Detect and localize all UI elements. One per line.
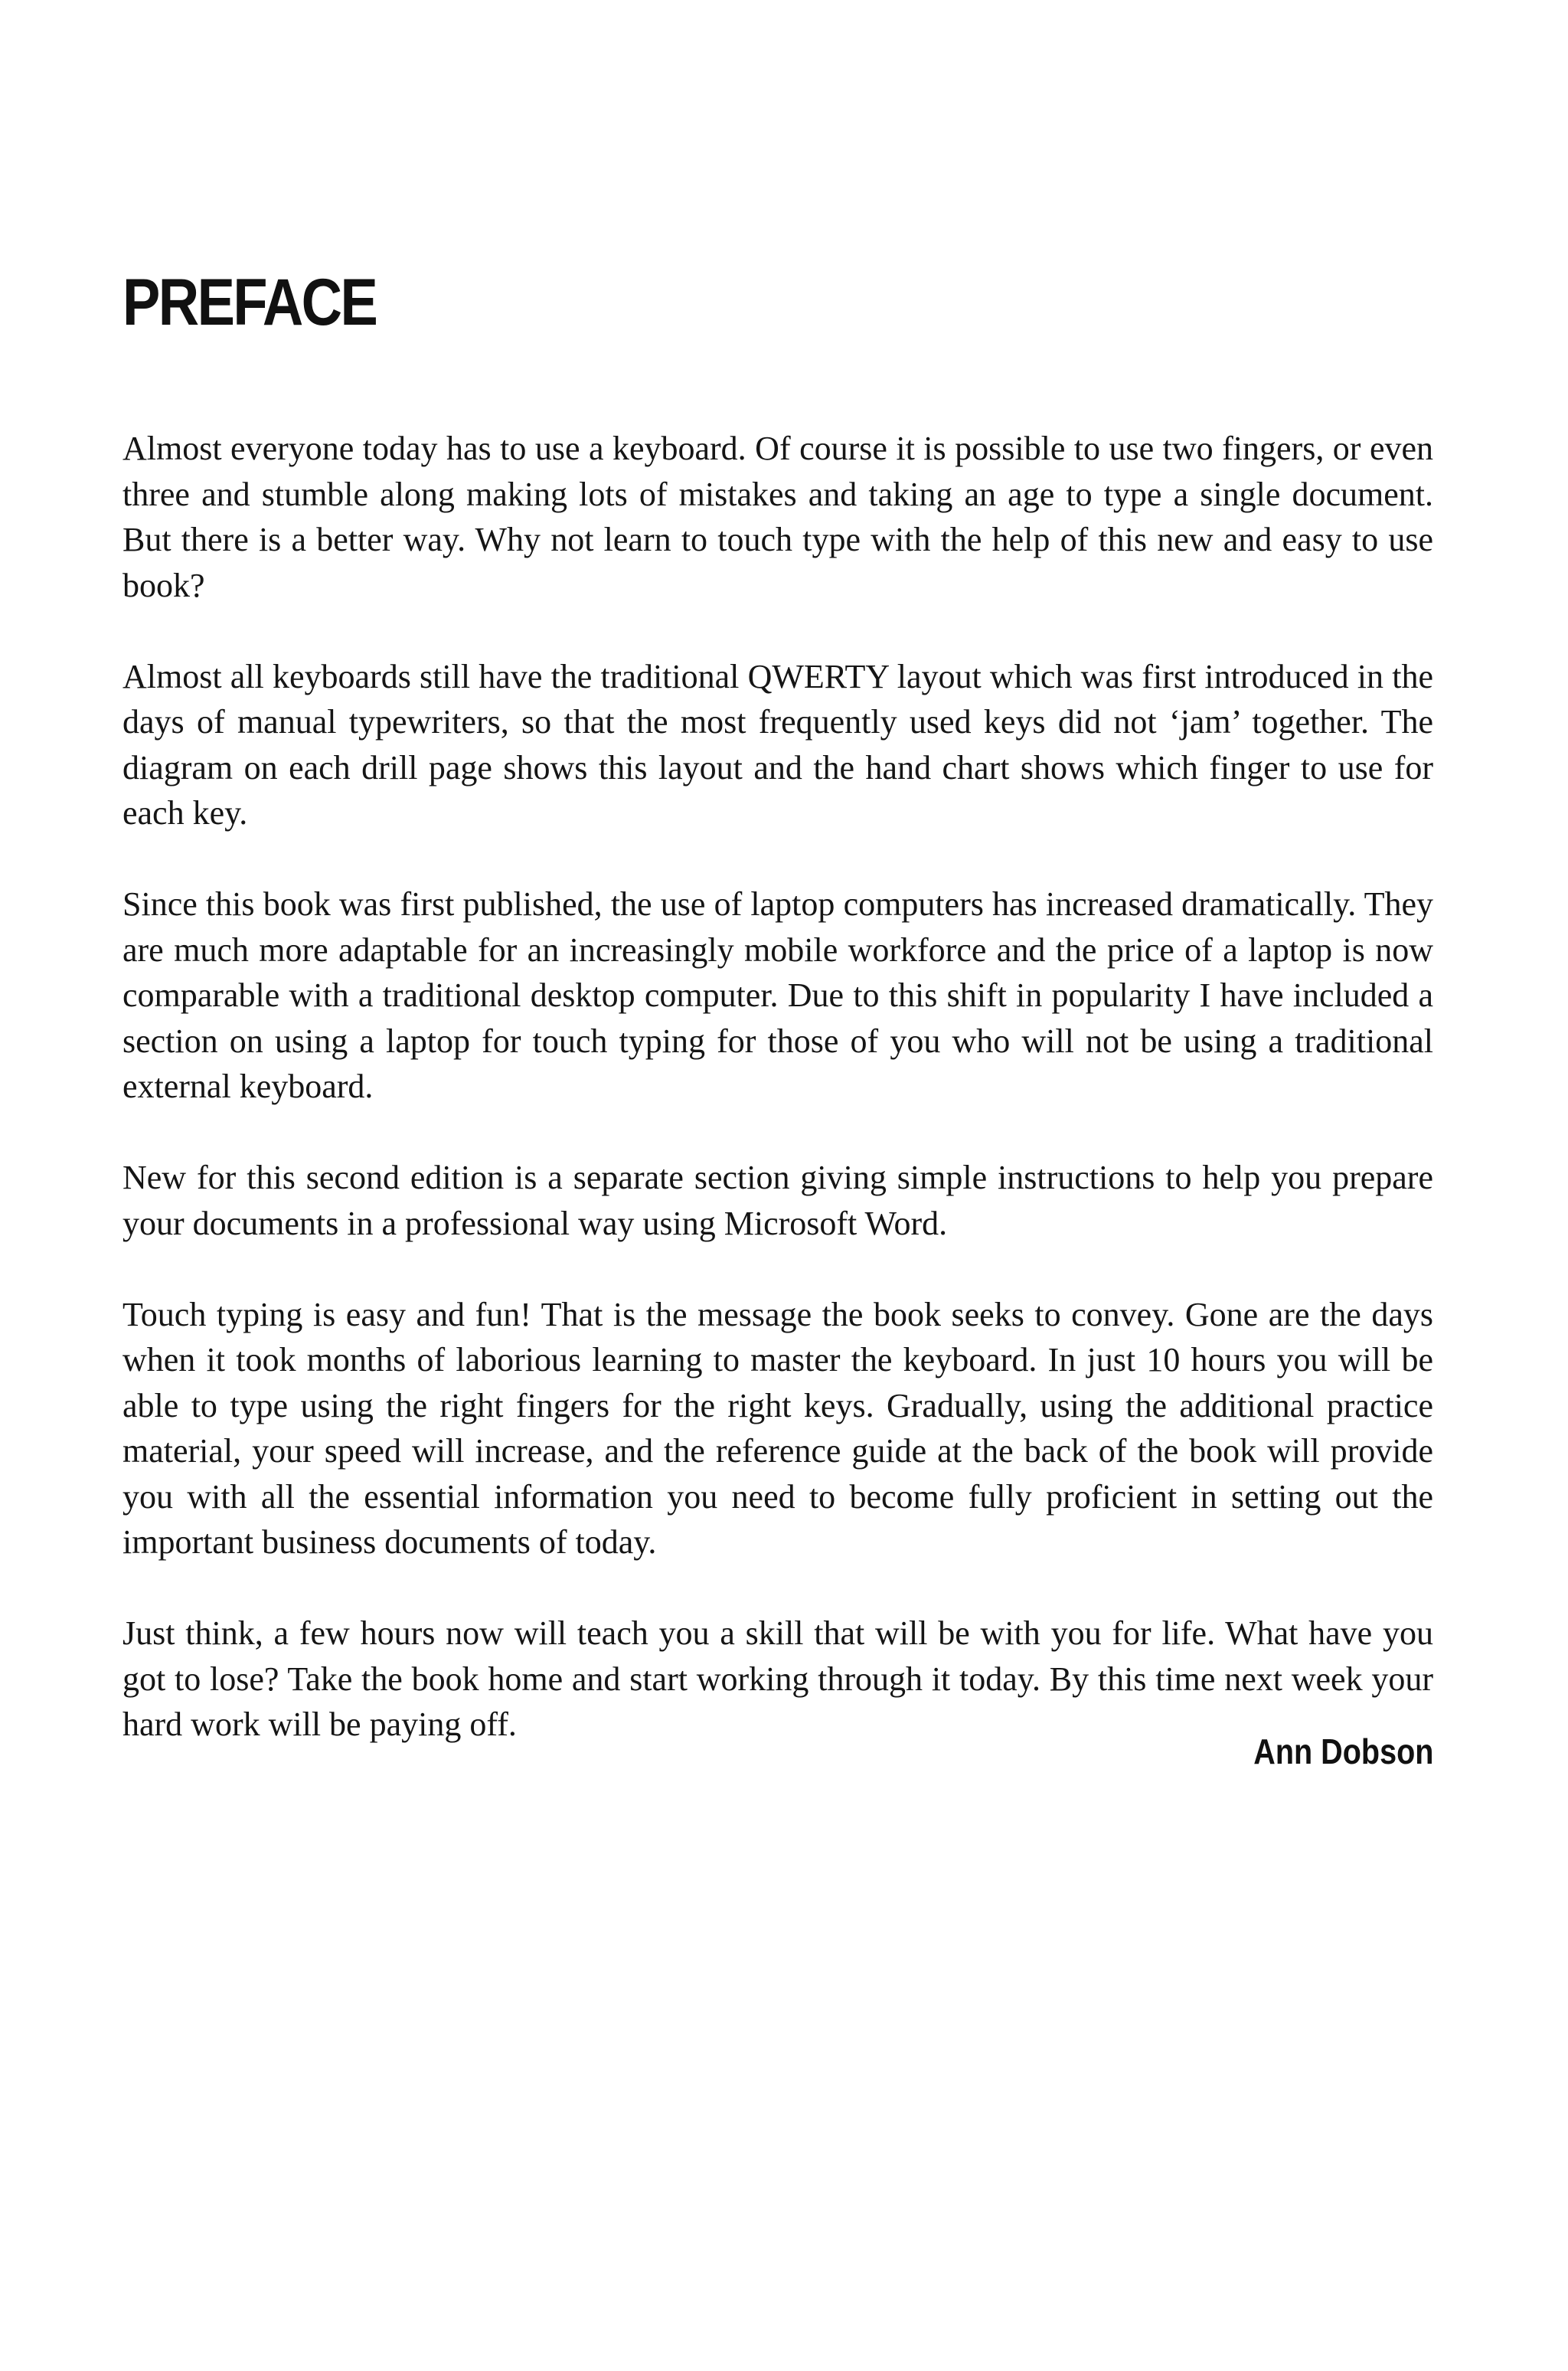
paragraph-6: Just think, a few hours now will teach you a skill that will be with you for life. What have you got to lose? Take the book home and start working through it today. By this time next week your hard work will be paying off. — [122, 1614, 1433, 1743]
paragraph-5: Touch typing is easy and fun! That is the message the book seeks to convey. Gone are the days when it took months of laborious learning to master the keyboard. In just 10 hours you will be able to type using the right fingers for the right keys. Gradually, using the additional practice material, your speed will increase, and the reference guide at the back of the book will provide you with all the essential information you need to become fully proficient in setting out the important business documents of today. — [122, 1295, 1433, 1561]
paragraph-2: Almost all keyboards still have the traditional QWERTY layout which was first introduced in the days of manual typewriters, so that the most frequently used keys did not ‘jam’ together. The diagram on each drill page shows this layout and the hand chart shows which finger to use for each key. — [122, 657, 1433, 832]
preface-body — [122, 426, 1433, 1748]
author-signature: Ann Dobson — [1253, 1732, 1433, 1771]
paragraph-4: New for this second edition is a separate section giving simple instructions to help you prepare your documents in a professional way using Microsoft Word. — [122, 1159, 1433, 1242]
page-title: PREFACE — [122, 266, 377, 339]
paragraph-1: Almost everyone today has to use a keyboard. Of course it is possible to use two fingers, or even three and stumble along making lots of mistakes and taking an age to type a single document. But there is a better way. Why not learn to touch type with the help of this new and easy to use book? — [122, 430, 1433, 604]
paragraph-3: Since this book was first published, the use of laptop computers has increased dramatically. They are much more adaptable for an increasingly mobile workforce and the price of a laptop is now comparable with a traditional desktop computer. Due to this shift in popularity I have included a section on using a laptop for touch typing for those of you who will not be using a traditional external keyboard. — [122, 885, 1433, 1105]
